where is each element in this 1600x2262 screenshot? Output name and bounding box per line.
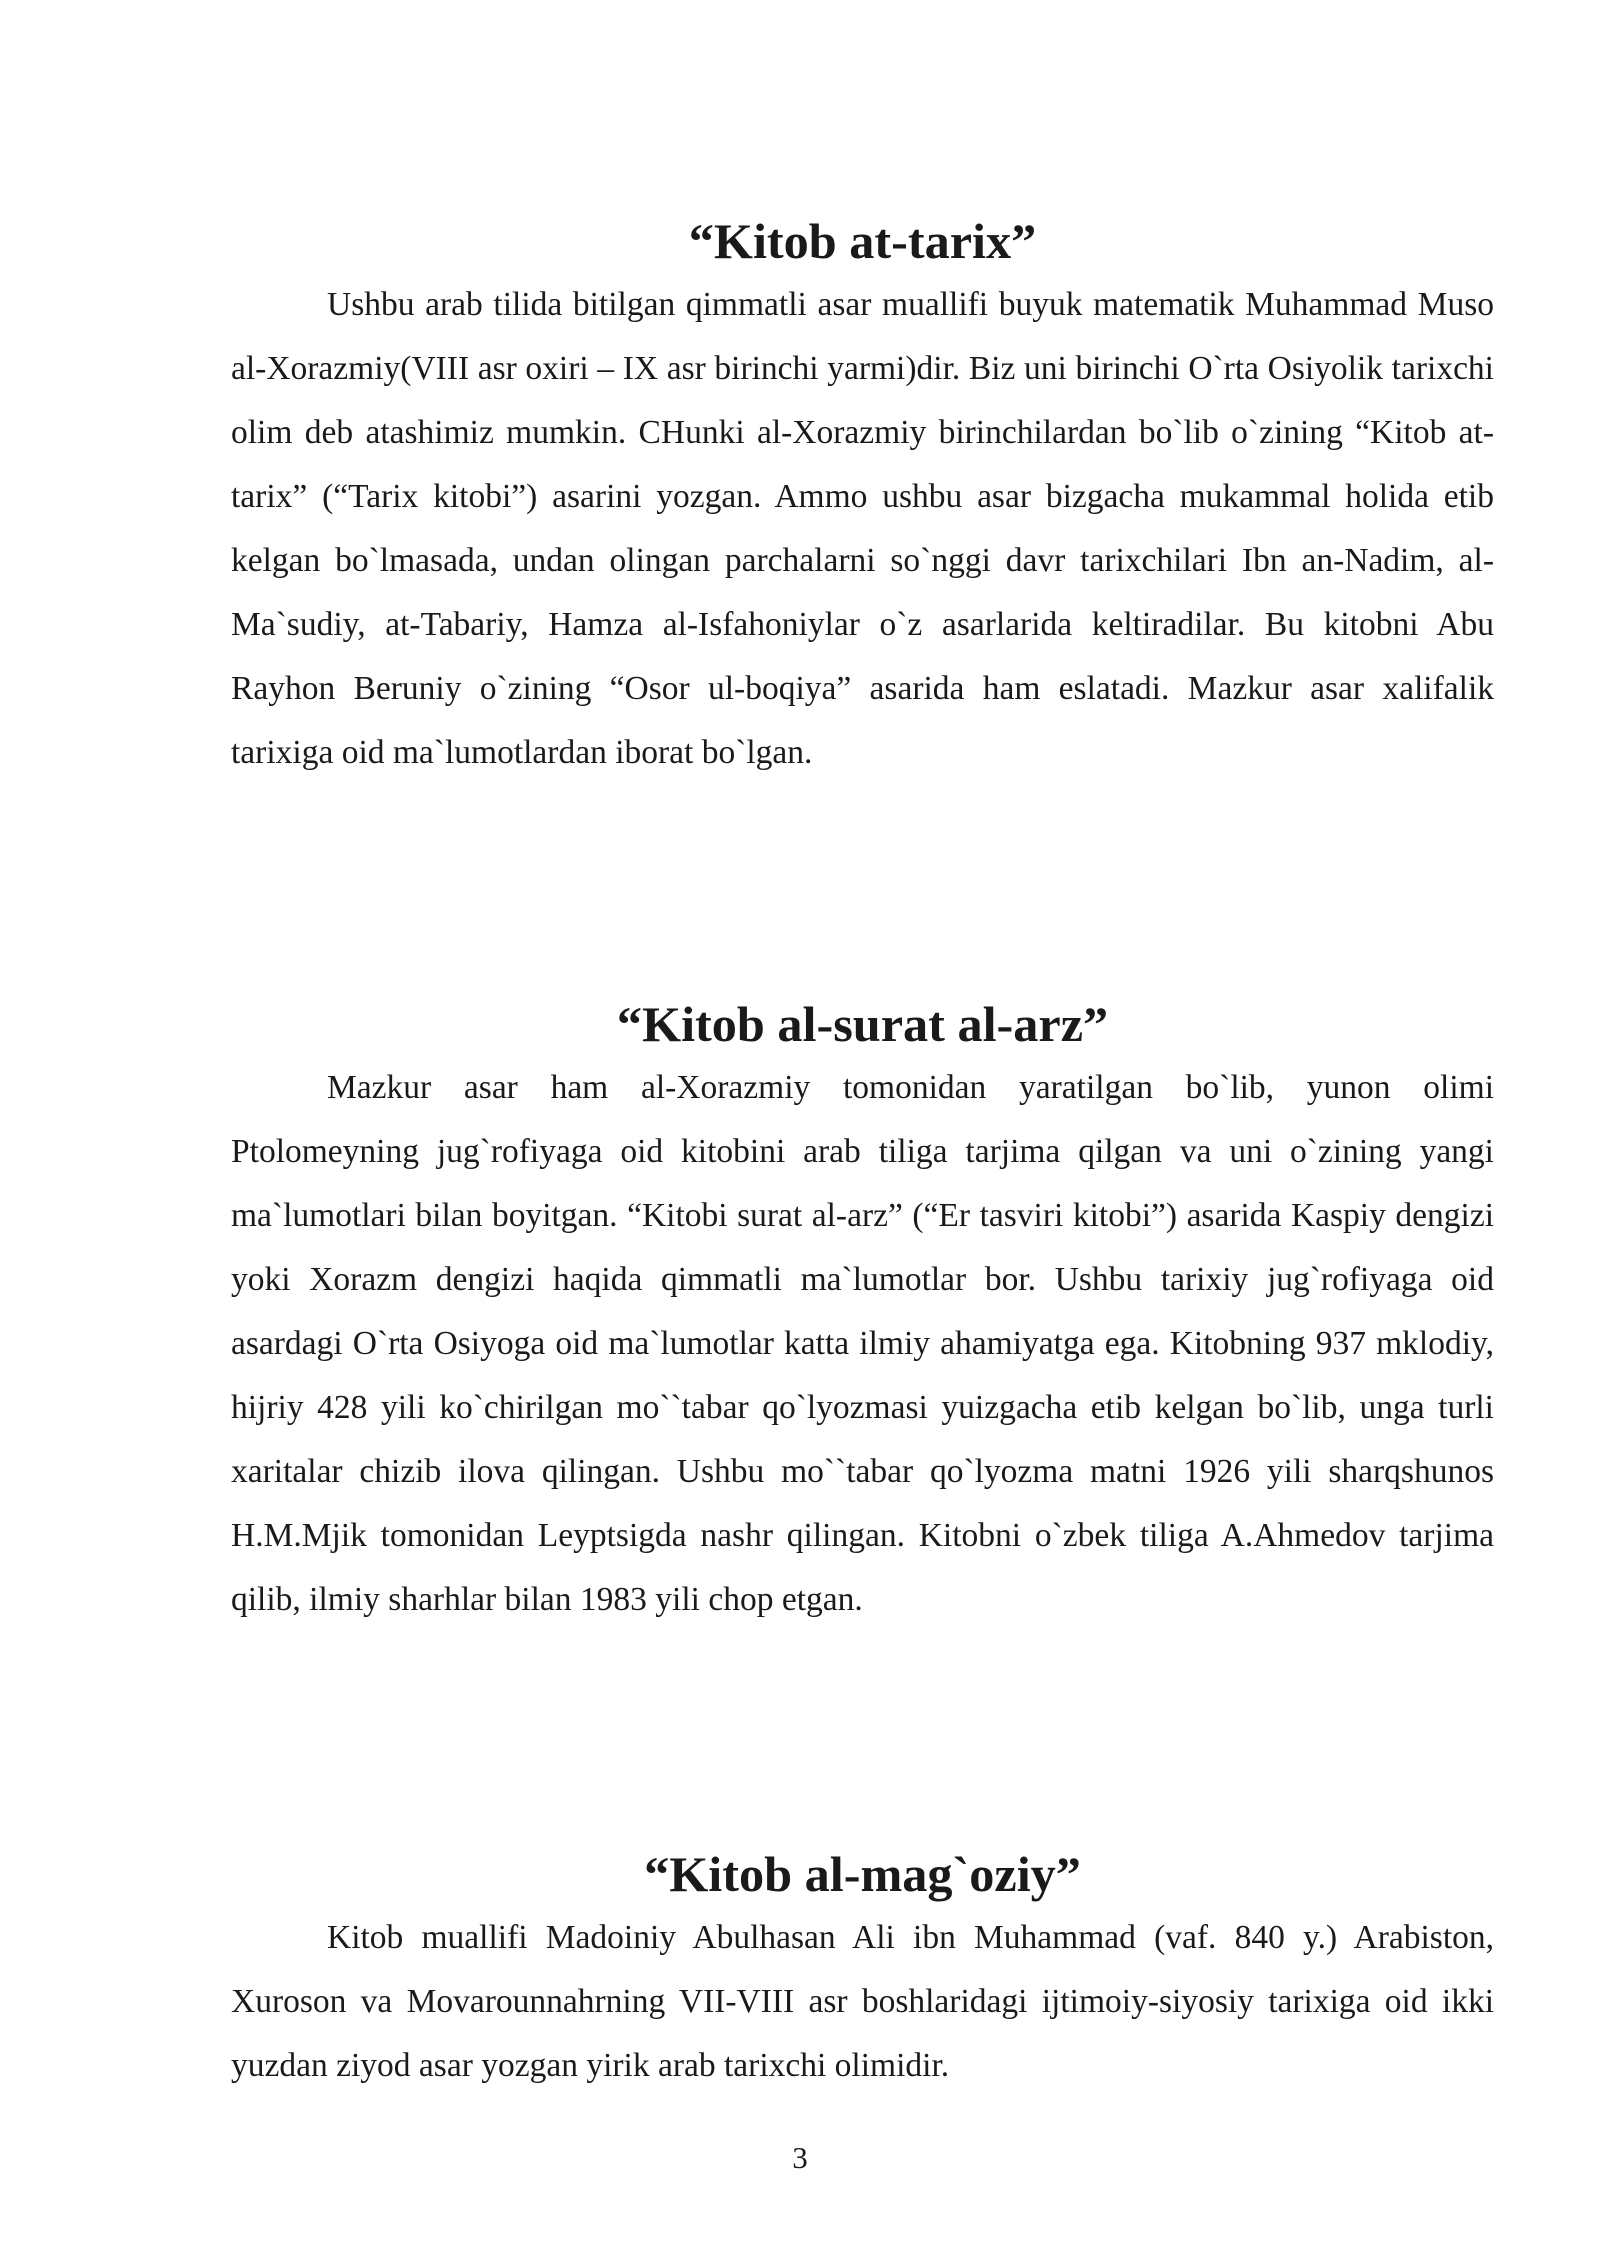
section-heading: “Kitob at-tarix”: [688, 213, 1037, 269]
section-kitob-al-surat-al-arz: [231, 992, 1494, 1632]
section-paragraph: Kitob muallifi Madoiniy Abulhasan Ali ibn Muhammad (vaf. 840 y.) Arabiston, Xuroson va Movarounnahrning VII-VIII asr boshlaridagi ijtimoiy-siyosiy tarixiga oid ikki yuzdan ziyod asar yozgan yirik arab tarixchi olimidir.: [231, 1919, 1494, 2084]
section-paragraph: Ushbu arab tilida bitilgan qimmatli asar muallifi buyuk matematik Muhammad Muso al-Xorazmiy(VIII asr oxiri – IX asr birinchi yarmi)dir. Biz uni birinchi O`rta Osiyolik tarixchi olim deb atashimiz mumkin. CHunki al-Xorazmiy birinchilardan bo`lib o`zining “Kitob at-tarix” (“Tarix kitobi”) asarini yozgan. Ammo ushbu asar bizgacha mukammal holida etib kelgan bo`lmasada, undan olingan parchalarni so`nggi davr tarixchilari Ibn an-Nadim, al-Ma`sudiy, at-Tabariy, Hamza al-Isfahoniylar o`z asarlarida keltiradilar. Bu kitobni Abu Rayhon Beruniy o`zining “Osor ul-boqiya” asarida ham eslatadi. Mazkur asar xalifalik tarixiga oid ma`lumotlardan iborat bo`lgan.: [231, 286, 1494, 771]
page-number: 3: [792, 2140, 808, 2175]
section-kitob-at-tarix: [231, 209, 1494, 785]
section-paragraph: Mazkur asar ham al-Xorazmiy tomonidan yaratilgan bo`lib, yunon olimi Ptolomeyning jug`rofiyaga oid kitobini arab tiliga tarjima qilgan va uni o`zining yangi ma`lumotlari bilan boyitgan. “Kitobi surat al-arz” (“Er tasviri kitobi”) asarida Kaspiy dengizi yoki Xorazm dengizi haqida qimmatli ma`lumotlar bor. Ushbu tarixiy jug`rofiyaga oid asardagi O`rta Osiyoga oid ma`lumotlar katta ilmiy ahamiyatga ega. Kitobning 937 mklodiy, hijriy 428 yili ko`chirilgan mo``tabar qo`lyozmasi yuizgacha etib kelgan bo`lib, unga turli xaritalar chizib ilova qilingan. Ushbu mo``tabar qo`lyozma matni 1926 yili sharqshunos H.M.Mjik tomonidan Leyptsigda nashr qilingan. Kitobni o`zbek tiliga A.Ahmedov tarjima qilib, ilmiy sharhlar bilan 1983 yili chop etgan.: [231, 1069, 1494, 1618]
section-heading: “Kitob al-surat al-arz”: [616, 996, 1109, 1052]
section-heading: “Kitob al-mag`oziy”: [644, 1846, 1081, 1902]
section-kitob-al-magoziy: [231, 1842, 1494, 2098]
